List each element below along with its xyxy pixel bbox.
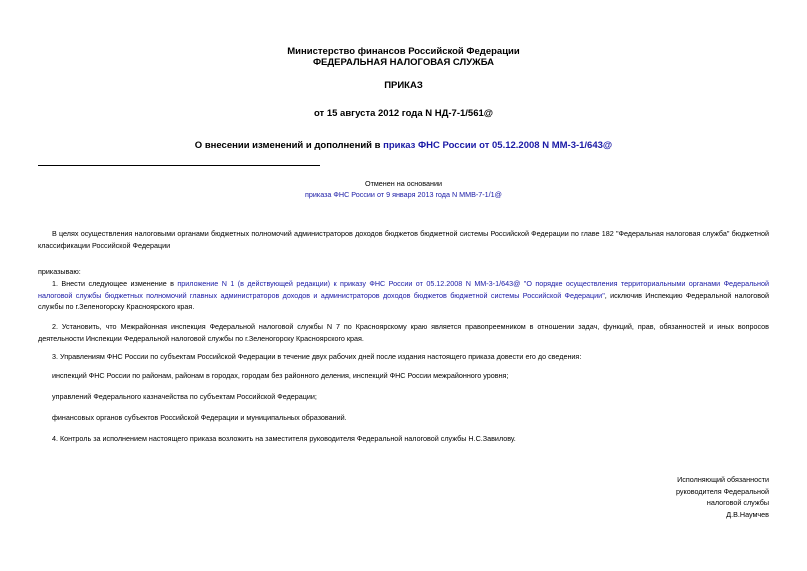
p1-prefix: 1. Внести следующее изменение в — [52, 279, 178, 288]
signature-line-2: руководителя Федеральной — [676, 486, 769, 496]
subject-prefix: О внесении изменений и дополнений в — [194, 140, 384, 151]
signature-line-1: Исполняющий обязанности — [677, 475, 769, 484]
signatory-name: Д.В.Наумчев — [726, 509, 769, 519]
signature-block — [676, 474, 769, 520]
doc-subject — [0, 140, 807, 151]
paragraph-4: 4. Контроль за исполнением настоящего приказа возложить на заместителя руководителя Федеральной налоговой службы Н.С.Завилову. — [52, 434, 516, 443]
service-title: ФЕДЕРАЛЬНАЯ НАЛОГОВАЯ СЛУЖБА — [312, 57, 495, 68]
paragraph-3-item-a: инспекций ФНС России по районам, районам в городах, городам без районного деления, инспекций ФНС России межрайонного уровня; — [52, 371, 509, 380]
divider — [38, 165, 320, 166]
paragraph-3-item-c: финансовых органов субъектов Российской Федерации и муниципальных образований. — [52, 413, 347, 422]
intro-paragraph: В целях осуществления налоговыми органами бюджетных полномочий администраторов доходов бюджетов бюджетной системы Российской Федерации по главе 182 "Федеральная налоговая служба" бюджетной классификации Российской Федерации — [38, 229, 769, 250]
doc-date-number: от 15 августа 2012 года N НД-7-1/561@ — [313, 108, 494, 119]
ministry-title: Министерство финансов Российской Федерации — [287, 46, 520, 57]
paragraph-3: 3. Управлениям ФНС России по субъектам Российской Федерации в течение двух рабочих дней после издания настоящего приказа довести его до сведения: — [52, 352, 582, 361]
paragraph-3-item-b: управлений Федерального казначейства по субъектам Российской Федерации; — [52, 392, 317, 401]
subject-link[interactable]: приказ ФНС России от 05.12.2008 N ММ-3-1/643@ — [383, 140, 613, 151]
signature-line-3: налоговой службы — [706, 498, 769, 507]
p1-suffix: , исключив Инспекцию Федеральной налоговой службы по г.Зеленогорску Красноярского края. — [38, 290, 769, 311]
doc-type: ПРИКАЗ — [384, 80, 423, 91]
cancel-note-text: Отменен на основании — [364, 179, 442, 188]
cancel-note-link[interactable]: приказа ФНС России от 9 января 2013 года N ММВ-7-1/1@ — [305, 190, 502, 199]
order-word: приказываю: — [38, 267, 81, 276]
paragraph-2: 2. Установить, что Межрайонная инспекция Федеральной налоговой службы N 7 по Красноярскому краю является правопреемником в отношении задач, функций, прав, обязанностей и иных вопросов деятельности Инспекции Федеральной налоговой службы по г.Зеленогорску Красноярского края. — [38, 322, 769, 343]
paragraph-1 — [38, 278, 769, 313]
p1-link[interactable]: приложение N 1 (в действующей редакции) к приказу ФНС России от 05.12.2008 N ММ-3-1/643@ "О порядке осуществления территориальными органами Федеральной налоговой службы бюджетных полномочий главных администраторов доходов и администраторов доходов бюджетов бюджетной системы Российской Федерации" — [38, 279, 769, 300]
